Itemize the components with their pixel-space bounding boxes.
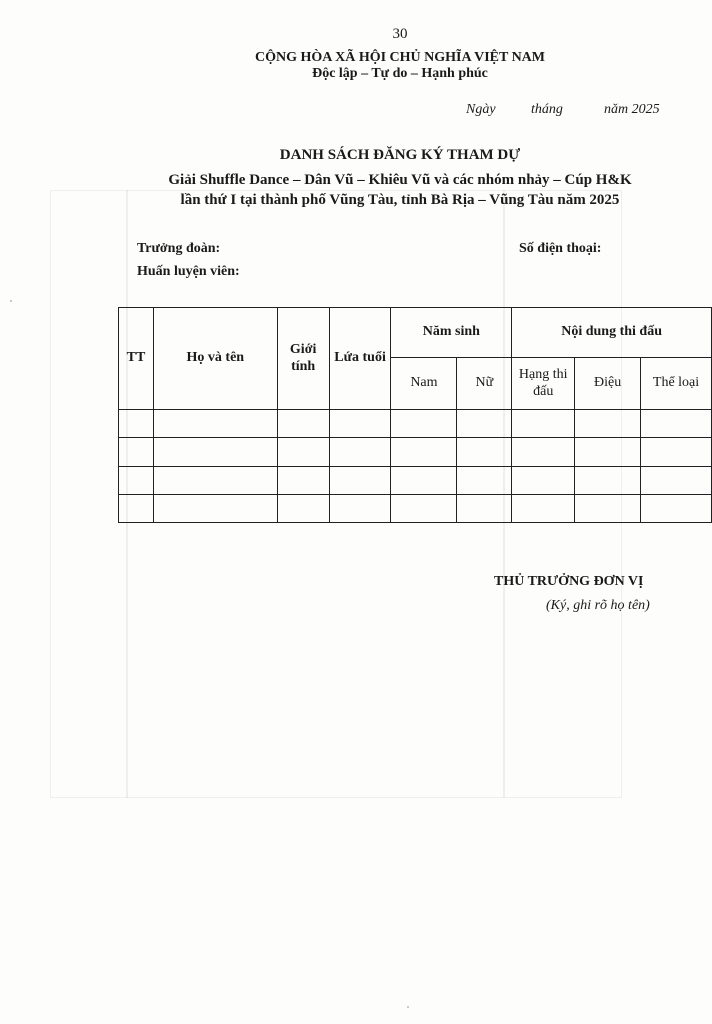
signature-title: THỦ TRƯỞNG ĐƠN VỊ — [494, 574, 644, 589]
scan-speck — [407, 1006, 409, 1008]
header-tt: TT — [119, 308, 154, 410]
table-cell[interactable] — [641, 467, 712, 495]
date-year: năm 2025 — [604, 102, 660, 117]
table-cell[interactable] — [457, 410, 512, 438]
date-line — [0, 102, 712, 120]
table-cell[interactable] — [329, 438, 391, 467]
table-cell[interactable] — [512, 495, 575, 523]
table-cell[interactable] — [119, 467, 154, 495]
page-number: 30 — [392, 26, 408, 42]
table-cell[interactable] — [512, 438, 575, 467]
table-cell[interactable] — [153, 438, 277, 467]
motto: Độc lập – Tự do – Hạnh phúc — [312, 66, 488, 81]
date-month: tháng — [531, 102, 563, 117]
registration-table — [118, 307, 712, 523]
header-birth-year: Năm sinh — [391, 308, 512, 358]
table-cell[interactable] — [153, 495, 277, 523]
table-row — [119, 410, 712, 438]
table-cell[interactable] — [153, 410, 277, 438]
table-cell[interactable] — [575, 495, 641, 523]
header-female: Nữ — [457, 358, 512, 410]
table-cell[interactable] — [641, 495, 712, 523]
table-cell[interactable] — [329, 410, 391, 438]
table-cell[interactable] — [329, 495, 391, 523]
header-genre: Thể loại — [641, 358, 712, 410]
signature-note: (Ký, ghi rõ họ tên) — [546, 598, 650, 613]
header-gender: Giới tính — [277, 308, 329, 410]
table-cell[interactable] — [391, 438, 457, 467]
table-cell[interactable] — [277, 495, 329, 523]
table-cell[interactable] — [575, 410, 641, 438]
team-leader-label: Trưởng đoàn: — [137, 241, 221, 256]
table-cell[interactable] — [119, 495, 154, 523]
phone-label: Số điện thoại: — [519, 241, 602, 256]
table-cell[interactable] — [457, 495, 512, 523]
header-competition-content: Nội dung thi đấu — [512, 308, 712, 358]
table-cell[interactable] — [457, 438, 512, 467]
header-rank: Hạng thi đấu — [512, 358, 575, 410]
table-cell[interactable] — [329, 467, 391, 495]
header-male: Nam — [391, 358, 457, 410]
table-cell[interactable] — [575, 438, 641, 467]
table-cell[interactable] — [277, 467, 329, 495]
table-cell[interactable] — [575, 467, 641, 495]
table-cell[interactable] — [641, 410, 712, 438]
table-cell[interactable] — [512, 467, 575, 495]
table-cell[interactable] — [153, 467, 277, 495]
header-full-name: Họ và tên — [153, 308, 277, 410]
table-row — [119, 438, 712, 467]
table-row — [119, 467, 712, 495]
table-cell[interactable] — [391, 410, 457, 438]
republic-heading: CỘNG HÒA XÃ HỘI CHỦ NGHĨA VIỆT NAM — [254, 50, 545, 65]
table-cell[interactable] — [457, 467, 512, 495]
table-cell[interactable] — [641, 438, 712, 467]
table-row — [119, 495, 712, 523]
table-cell[interactable] — [391, 495, 457, 523]
table-cell[interactable] — [277, 410, 329, 438]
table-cell[interactable] — [512, 410, 575, 438]
header-age-group: Lứa tuổi — [329, 308, 391, 410]
document-title: DANH SÁCH ĐĂNG KÝ THAM DỰ — [279, 147, 521, 163]
table-cell[interactable] — [277, 438, 329, 467]
scan-speck — [10, 300, 12, 302]
subtitle-line-2: lần thứ I tại thành phố Vũng Tàu, tỉnh Bà Rịa – Vũng Tàu năm 2025 — [180, 192, 620, 208]
subtitle-line-1: Giải Shuffle Dance – Dân Vũ – Khiêu Vũ và các nhóm nhảy – Cúp H&K — [168, 172, 632, 188]
coach-label: Huấn luyện viên: — [137, 264, 240, 279]
header-dance: Điệu — [575, 358, 641, 410]
table-cell[interactable] — [119, 410, 154, 438]
table-cell[interactable] — [119, 438, 154, 467]
date-day: Ngày — [466, 102, 496, 117]
table-cell[interactable] — [391, 467, 457, 495]
